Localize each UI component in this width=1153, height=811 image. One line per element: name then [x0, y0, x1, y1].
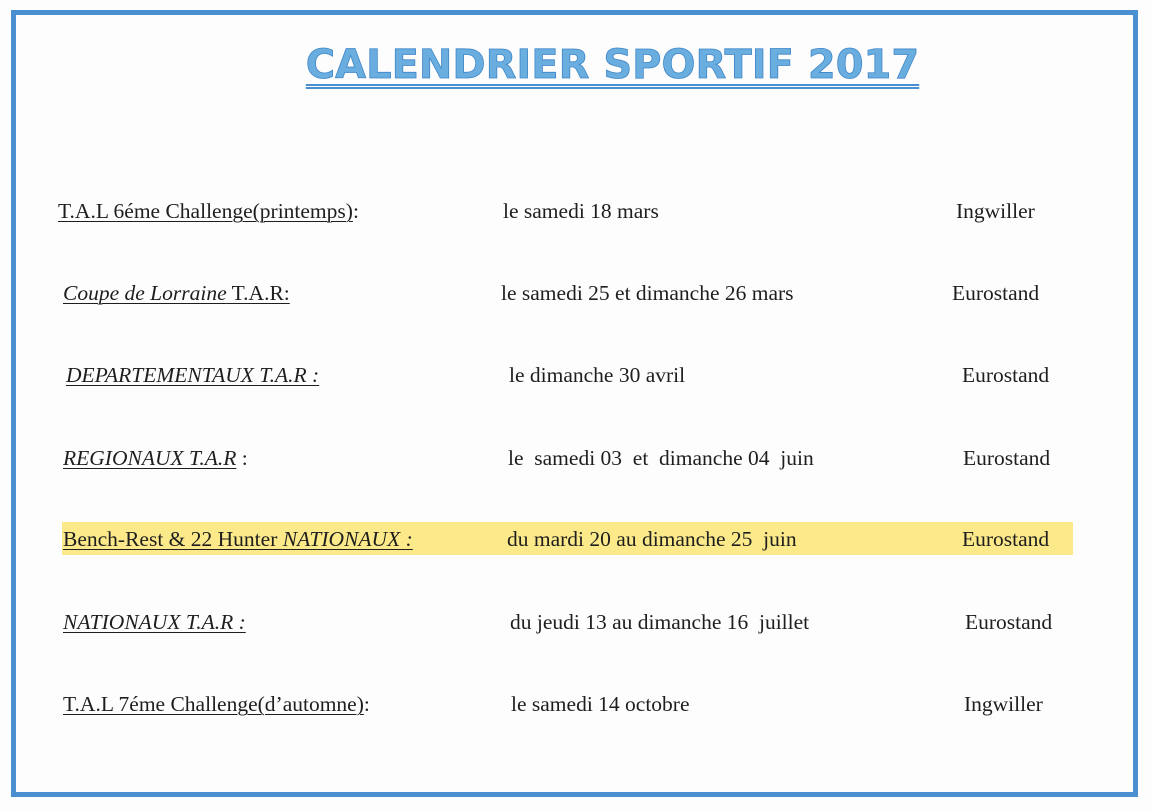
- page-title: CALENDRIER SPORTIF 2017: [305, 42, 920, 88]
- event-location: Eurostand: [962, 527, 1050, 551]
- event-name: [63, 441, 248, 475]
- event-name: [63, 605, 246, 639]
- event-name-part: REGIONAUX T.A.R: [63, 446, 237, 470]
- event-date: le samedi 03 et dimanche 04 juin: [508, 446, 814, 470]
- event-name-part: NATIONAUX :: [282, 527, 413, 551]
- event-name-part: :: [352, 199, 359, 223]
- event-name-part: Coupe de Lorraine: [63, 281, 227, 305]
- event-location: Eurostand: [963, 446, 1051, 470]
- event-location: Eurostand: [962, 363, 1050, 387]
- event-location: Eurostand: [952, 281, 1040, 305]
- event-name-part: T.A.L 7éme Challenge(d’automne): [63, 692, 364, 716]
- event-row: [0, 522, 1153, 556]
- event-name-part: :: [363, 692, 370, 716]
- event-name-part: NATIONAUX T.A.R :: [63, 610, 246, 634]
- event-date: du mardi 20 au dimanche 25 juin: [507, 527, 797, 551]
- event-row: [0, 441, 1153, 475]
- event-location: Eurostand: [965, 610, 1053, 634]
- event-row: [0, 194, 1153, 228]
- page-border-frame: [11, 10, 1138, 797]
- event-name-part: DEPARTEMENTAUX T.A.R :: [66, 363, 320, 387]
- event-date: le dimanche 30 avril: [509, 363, 686, 387]
- event-row: [0, 276, 1153, 310]
- event-row: [0, 605, 1153, 639]
- event-name-part: T.A.R:: [226, 281, 290, 305]
- event-location: Ingwiller: [956, 199, 1035, 223]
- event-name: [63, 687, 370, 721]
- event-name: [63, 522, 413, 556]
- event-name-part: :: [236, 446, 248, 470]
- event-date: le samedi 25 et dimanche 26 mars: [501, 281, 794, 305]
- event-date: du jeudi 13 au dimanche 16 juillet: [510, 610, 810, 634]
- event-row: [0, 687, 1153, 721]
- event-date: le samedi 18 mars: [503, 199, 659, 223]
- event-row: [0, 358, 1153, 392]
- event-name: [58, 194, 359, 228]
- event-name-part: Bench-Rest & 22 Hunter: [63, 527, 283, 551]
- event-name: [66, 358, 319, 392]
- event-location: Ingwiller: [964, 692, 1043, 716]
- event-date: le samedi 14 octobre: [511, 692, 690, 716]
- event-name-part: T.A.L 6éme Challenge(printemps): [58, 199, 353, 223]
- event-name: [63, 276, 290, 310]
